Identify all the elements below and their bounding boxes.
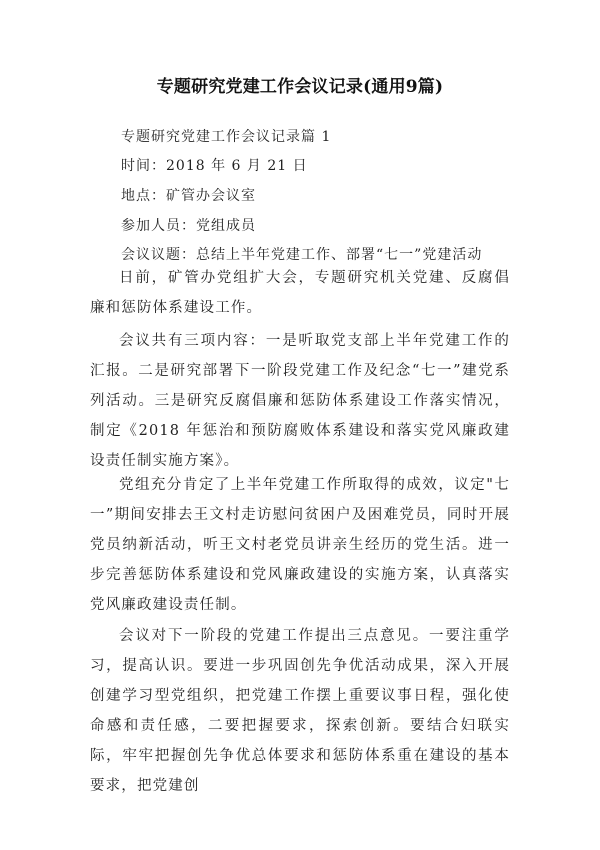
section-heading: 专题研究党建工作会议记录篇 1: [121, 129, 332, 145]
meeting-location: 地点：矿管办会议室: [121, 188, 256, 204]
paragraph-achievements: 党组充分肯定了上半年党建工作所取得的成效，议定"七一”期间安排去王文村走访慰问贫困户及困难党员，同时开展党员纳新活动，听王文村老党员讲亲生经历的党生活。进一步完善惩防体系建设和党风廉政建设的实施方案，认真落实党风廉政建设责任制。: [90, 477, 510, 613]
paragraph-intro: 日前，矿管办党组扩大会，专题研究机关党建、反腐倡廉和惩防体系建设工作。: [90, 270, 510, 316]
meeting-topic: 会议议题：总结上半年党建工作、部署“七一”党建活动: [121, 247, 483, 263]
document-title: 专题研究党建工作会议记录(通用9篇): [156, 77, 444, 97]
paragraph-contents: 会议共有三项内容：一是听取党支部上半年党建工作的汇报。二是研究部署下一阶段党建工作及纪念“七一”建党系列活动。三是研究反腐倡廉和惩防体系建设工作落实情况，制定《2018 年惩治和预防腐败体系建设和落实党风廉政建设责任制实施方案》。: [90, 333, 510, 469]
meeting-attendees: 参加人员：党组成员: [121, 218, 256, 234]
meeting-time: 时间：2018 年 6 月 21 日: [121, 158, 308, 174]
paragraph-opinions: 会议对下一阶段的党建工作提出三点意见。一要注重学习，提高认识。要进一步巩固创先争优活动成果，深入开展创建学习型党组织，把党建工作摆上重要议事日程，强化使命感和责任感，二要把握要求，探索创新。要结合妇联实际，牢牢把握创先争优总体要求和惩防体系重在建设的基本要求，把党建创: [90, 628, 510, 794]
